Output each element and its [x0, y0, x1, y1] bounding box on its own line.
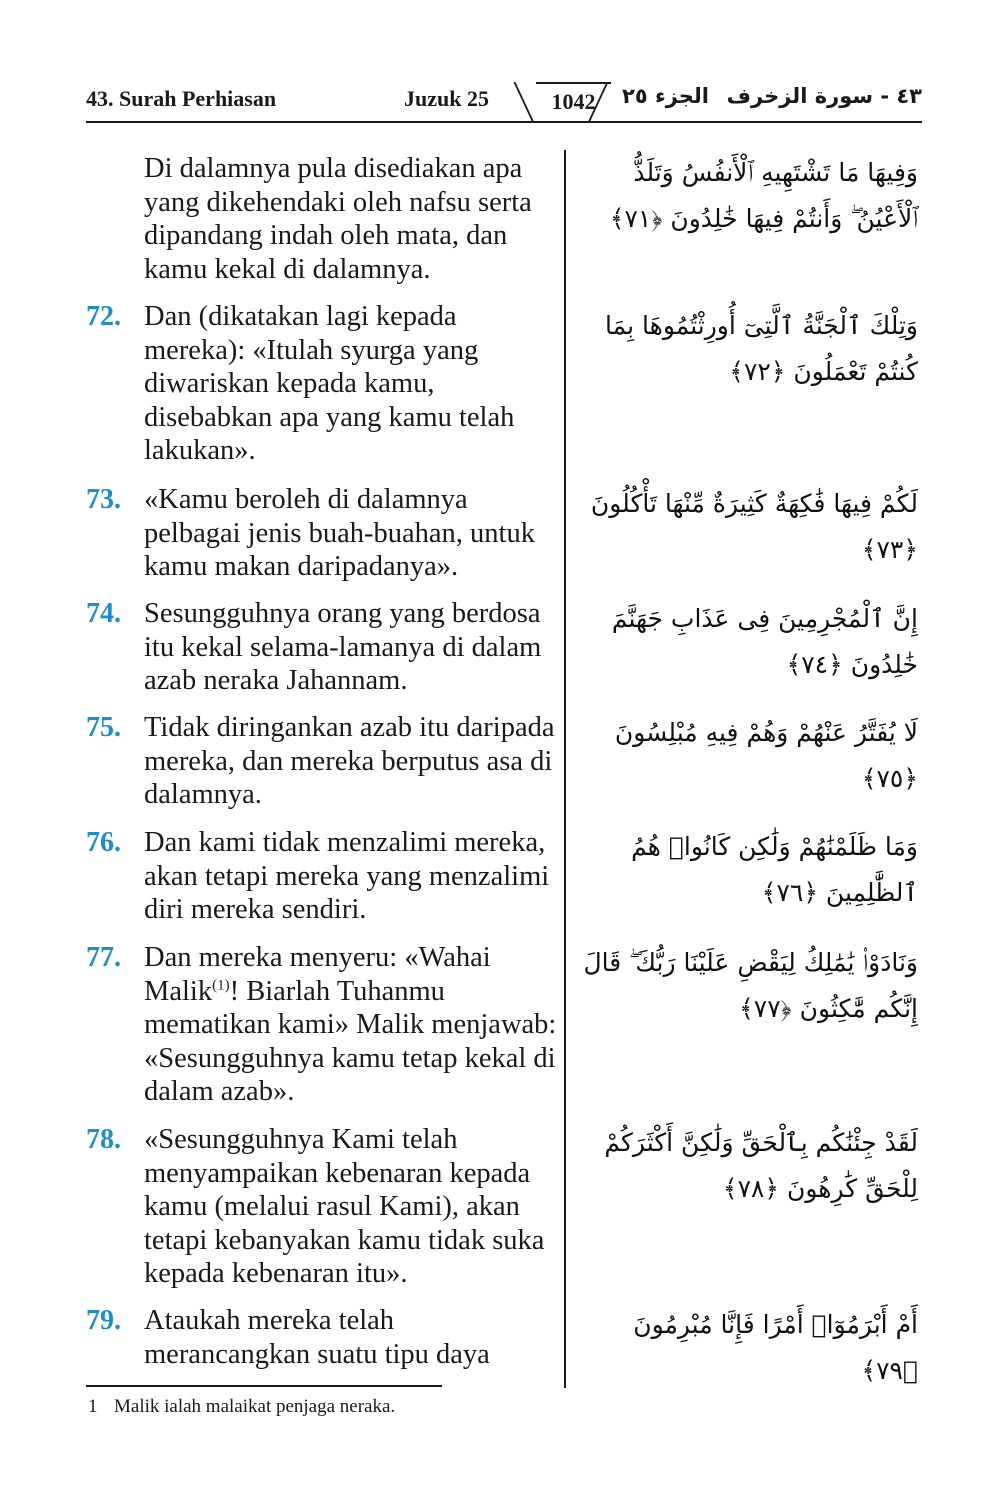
- page-header: [86, 82, 922, 122]
- arabic-verse-72: وَتِلْكَ ٱلْجَنَّةُ ٱلَّتِىٓ أُورِثْتُمُوهَا بِمَا كُنتُمْ تَعْمَلُونَ ﴿٧٢﴾: [605, 311, 918, 386]
- arabic-verse-76: وَمَا ظَلَمْنَٰهُمْ وَلَٰكِن كَانُوا۟ هُمُ ٱلظَّٰلِمِينَ ﴿٧٦﴾: [631, 832, 918, 907]
- arabic-verse-79: أَمْ أَبْرَمُوٓا۟ أَمْرًا فَإِنَّا مُبْرِمُونَ ﴿٧٩﴾: [633, 1310, 918, 1385]
- arabic-verse-73: لَكُمْ فِيهَا فَٰكِهَةٌ كَثِيرَةٌ مِّنْهَا تَأْكُلُونَ ﴿٧٣﴾: [590, 489, 918, 564]
- juz-arabic: الجزء ٢٥: [622, 84, 709, 108]
- verse-translation: Dan kami tidak menzalimi mereka, akan tetapi mereka yang menzalimi diri mereka sendiri.: [144, 827, 550, 926]
- verse-78: [86, 1123, 562, 1291]
- footnote: [88, 1396, 395, 1418]
- verse-number: 73.: [86, 484, 121, 515]
- verse-74: [86, 597, 562, 698]
- verse-translation: Dan (dikatakan lagi kepada mereka): «Itulah syurga yang diwariskan kepada kamu, disebabkan apa yang kamu telah lakukan».: [144, 301, 515, 467]
- arabic-verse-75: لَا يُفَتَّرُ عَنْهُمْ وَهُمْ فِيهِ مُبْلِسُونَ ﴿٧٥﴾: [614, 718, 918, 793]
- footnote-number: 1: [88, 1396, 98, 1417]
- verse-translation: [144, 941, 562, 1109]
- surah-title-arabic: ٤٣ - سورة الزخرف: [726, 84, 922, 108]
- verse-translation: Ataukah mereka telah merancangkan suatu tipu daya: [144, 1305, 490, 1370]
- footnote-text: Malik ialah malaikat penjaga neraka.: [114, 1396, 396, 1417]
- verse-72: [86, 300, 562, 468]
- arabic-verse-77: وَنَادَوْا۟ يَٰمَٰلِكُ لِيَقْضِ عَلَيْنَا رَبُّكَ ۖ قَالَ إِنَّكُم مَّٰكِثُونَ ﴿٧٧﴾: [583, 948, 918, 1023]
- footnote-rule: [86, 1385, 442, 1387]
- verse-73: [86, 483, 562, 584]
- verse-translation: Sesungguhnya orang yang berdosa itu kekal selama-lamanya di dalam azab neraka Jahannam.: [144, 598, 542, 697]
- page-number: 1042: [536, 82, 611, 118]
- verse-77: [86, 941, 562, 1109]
- surah-title-latin: 43. Surah Perhiasan: [86, 86, 277, 111]
- verse-translation: Di dalamnya pula disediakan apa yang dikehendaki oleh nafsu serta dipandang indah oleh mata, dan kamu kekal di dalamnya.: [144, 153, 532, 285]
- verse-number: 75.: [86, 712, 121, 743]
- arabic-verse-71: وَفِيهَا مَا تَشْتَهِيهِ ٱلْأَنفُسُ وَتَلَذُّ ٱلْأَعْيُنُ ۖ وَأَنتُمْ فِيهَا خَٰلِدُونَ ﴿٧١﴾: [609, 158, 918, 233]
- verse-translation: «Sesungguhnya Kami telah menyampaikan kebenaran kepada kamu (melalui rasul Kami), akan tetapi kebanyakan kamu tidak suka kepada kebenaran itu».: [144, 1124, 545, 1290]
- verse-number: 78.: [86, 1124, 121, 1155]
- verse-text-part: Dan mereka menyeru: «Wahai Malik: [144, 942, 491, 1007]
- verse-number: 79.: [86, 1305, 121, 1336]
- verse-71-continuation: [86, 152, 562, 286]
- juzuk-label: Juzuk 25: [404, 86, 489, 111]
- verse-text-part: ! Biarlah Tuhanmu mematikan kami» Malik menjawab: «Sesungguhnya kamu tetap kekal di dalam azab».: [144, 975, 557, 1108]
- verse-number: 77.: [86, 942, 121, 973]
- verse-75: [86, 711, 562, 812]
- verse-number: 76.: [86, 827, 121, 858]
- header-rule: [86, 121, 922, 123]
- footnote-reference: (1): [212, 977, 230, 994]
- verse-translation: Tidak diringankan azab itu daripada mereka, dan mereka berputus asa di dalamnya.: [144, 712, 555, 811]
- arabic-verse-74: إِنَّ ٱلْمُجْرِمِينَ فِى عَذَابِ جَهَنَّمَ خَٰلِدُونَ ﴿٧٤﴾: [611, 604, 918, 679]
- verse-79: [86, 1304, 562, 1371]
- verse-76: [86, 826, 562, 927]
- column-divider: [564, 150, 566, 1388]
- verse-translation: «Kamu beroleh di dalamnya pelbagai jenis buah-buahan, untuk kamu makan daripadanya».: [144, 484, 535, 583]
- verse-number: 72.: [86, 301, 121, 332]
- verse-number: 74.: [86, 598, 121, 629]
- arabic-verse-78: لَقَدْ جِئْنَٰكُم بِٱلْحَقِّ وَلَٰكِنَّ أَكْثَرَكُمْ لِلْحَقِّ كَٰرِهُونَ ﴿٧٨﴾: [604, 1128, 918, 1203]
